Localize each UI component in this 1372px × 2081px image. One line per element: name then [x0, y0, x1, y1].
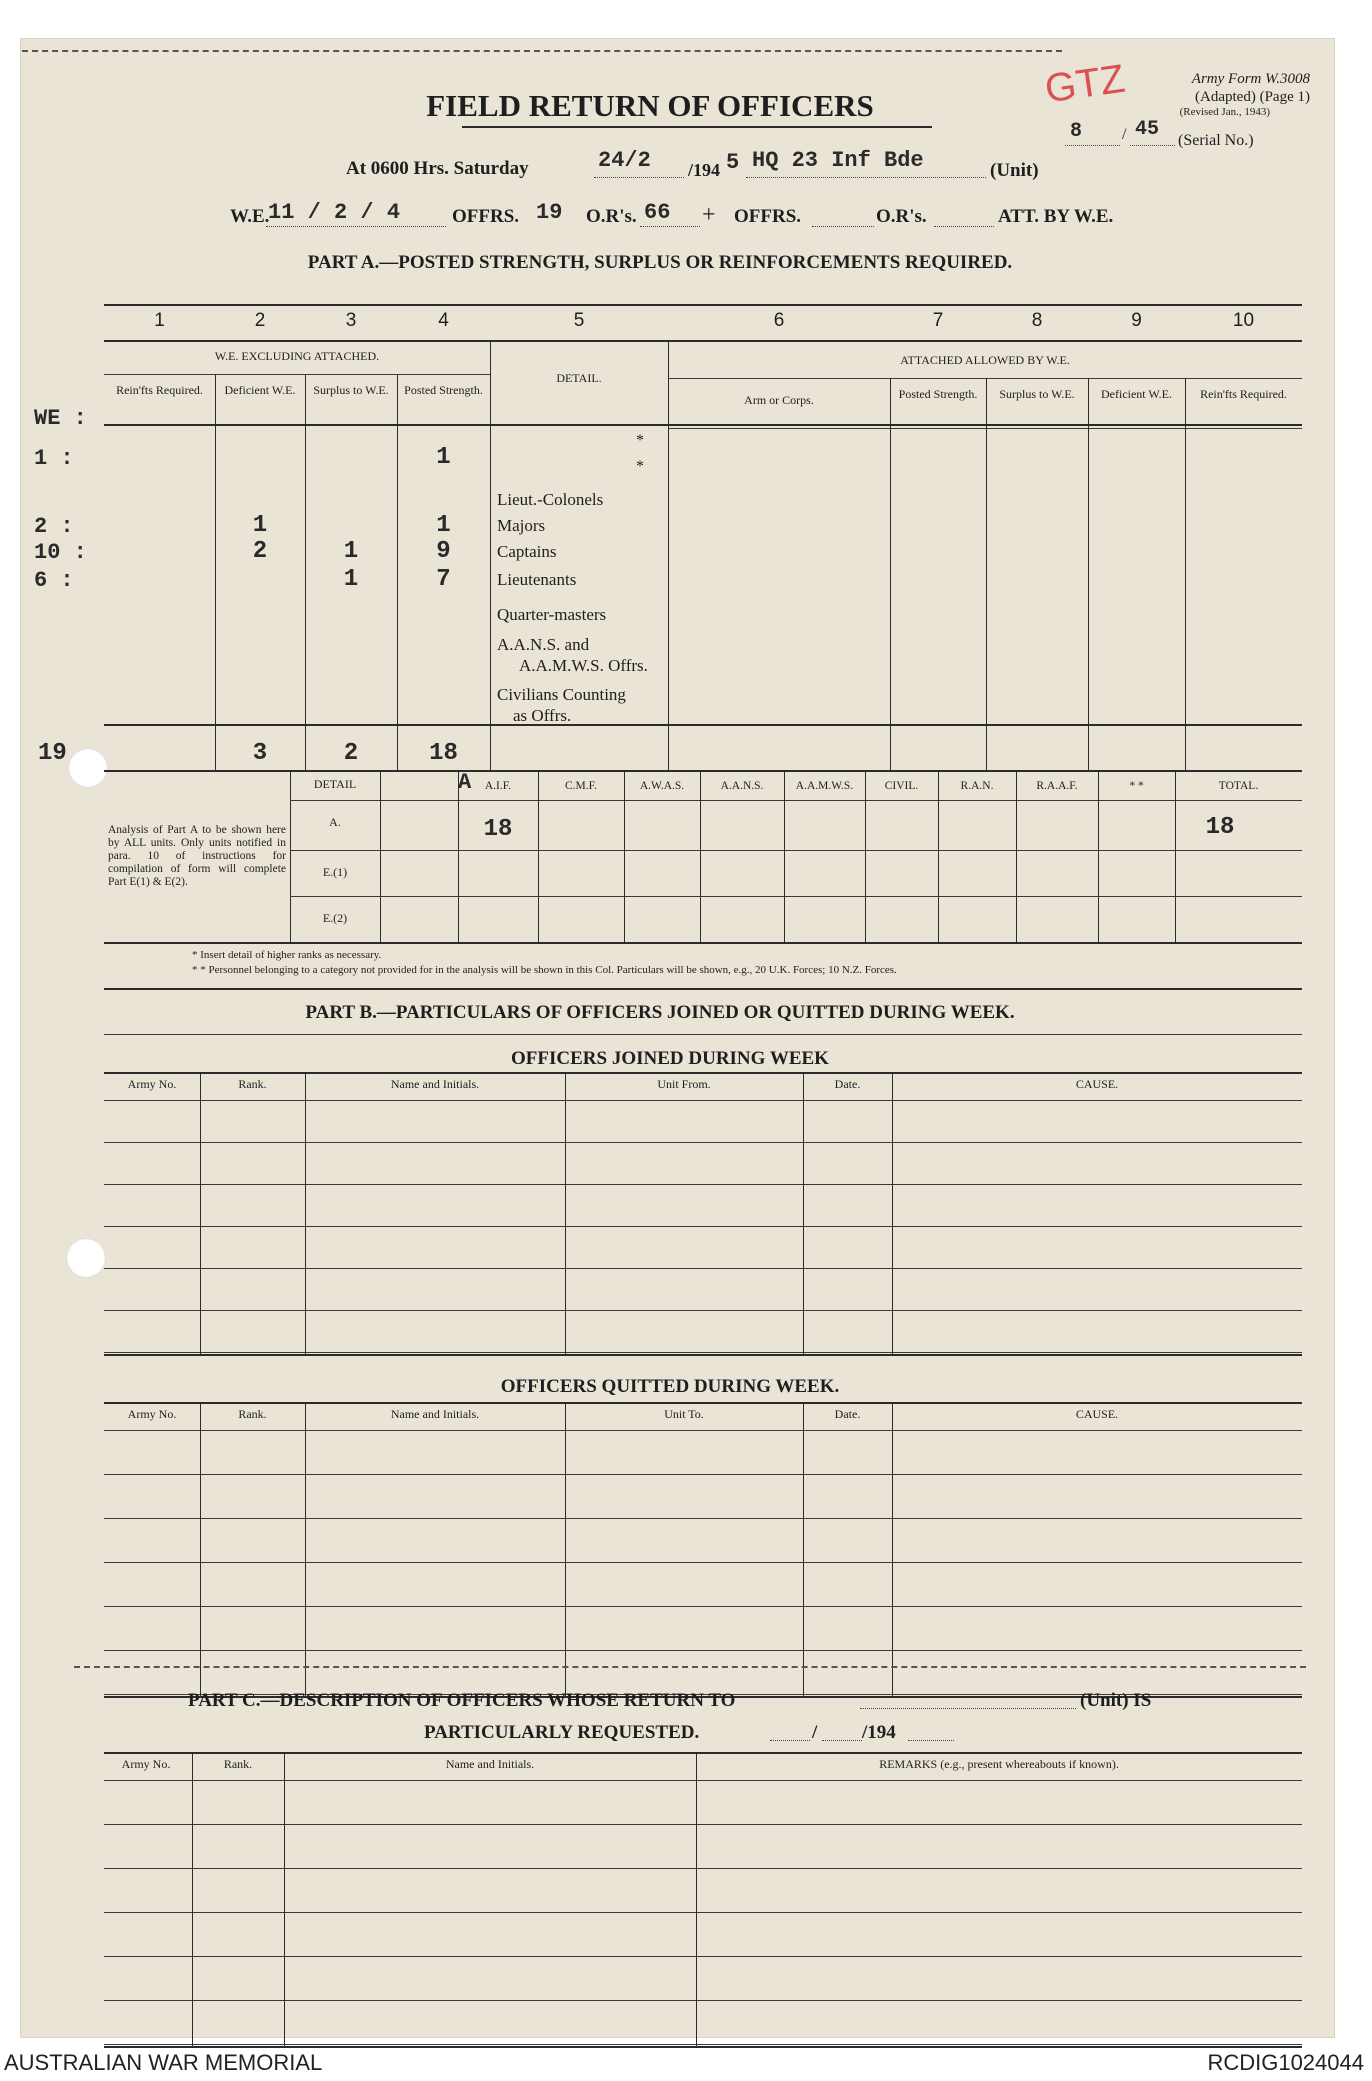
analysis-col-1: C.M.F.: [565, 780, 597, 792]
joined-col-header-4: Date.: [834, 1077, 861, 1091]
part-c-date-dots1: [770, 1740, 810, 1741]
total-deficient: 3: [252, 740, 268, 767]
quitted-col-header-3: Unit To.: [664, 1407, 704, 1421]
analysis-col-3: A.A.N.S.: [720, 780, 764, 792]
joined-top-line: [104, 1072, 1302, 1074]
part-c-line2-a: PARTICULARLY REQUESTED.: [424, 1722, 700, 1743]
quitted-col-header-0: Army No.: [127, 1407, 177, 1421]
analysis-detail-label: DETAIL: [313, 777, 357, 791]
row-margin: 2 :: [34, 514, 74, 539]
row-surplus: 1: [343, 566, 359, 593]
row-detail: Majors: [497, 516, 546, 535]
analysis-row-label-1: E.(1): [322, 865, 348, 879]
row-posted: 7: [436, 566, 451, 593]
partc-col-header-1: Rank.: [223, 1757, 253, 1771]
row-detail: Lieut.-Colonels: [497, 490, 604, 509]
partc-v-3: [696, 1752, 697, 2046]
unit-label: (Unit): [990, 160, 1039, 181]
part-a-bottom-line: [104, 770, 1302, 772]
unit-dotted-line: [746, 177, 986, 178]
part-a-top-line: [104, 304, 1302, 306]
total-posted: 18: [429, 740, 458, 767]
sub-header-right-4: Rein'fts Required.: [1200, 387, 1287, 401]
sub-header-right-3: Deficient W.E.: [1101, 387, 1172, 401]
joined-heading: OFFICERS JOINED DURING WEEK: [511, 1048, 829, 1069]
we-dotted-line: [266, 226, 446, 227]
serial-line-a: [1065, 145, 1120, 146]
part-a-totals-line: [104, 724, 1302, 726]
analysis-col-6: R.A.N.: [960, 780, 994, 792]
row-margin: 6 :: [34, 568, 74, 593]
row-detail: Captains: [497, 542, 557, 561]
row-margin: 1 :: [34, 446, 74, 471]
partc-v-1: [192, 1752, 193, 2046]
part-c-tear-line: [74, 1666, 1306, 1668]
quitted-row-line: [104, 1650, 1302, 1651]
sub-header-right-2: Surplus to W.E.: [999, 387, 1075, 401]
quitted-v-1: [200, 1402, 201, 1696]
group-right-header: ATTACHED ALLOWED BY W.E.: [900, 353, 1070, 367]
analysis-v-6: [865, 770, 866, 942]
joined-row-line: [104, 1226, 1302, 1227]
analysis-total-value: 18: [1205, 814, 1235, 841]
joined-col-header-3: Unit From.: [657, 1077, 711, 1091]
column-number-4: 4: [438, 310, 449, 331]
row-posted: 1: [436, 444, 451, 471]
joined-header-line: [104, 1100, 1302, 1101]
ors2-label: O.R's.: [876, 206, 927, 227]
analysis-col-2: A.W.A.S.: [639, 780, 685, 792]
part-c-line1-b: (Unit) IS: [1080, 1690, 1152, 1711]
joined-col-header-5: CAUSE.: [1075, 1077, 1119, 1091]
we-label: W.E.: [230, 206, 270, 227]
analysis-row-label-0: A.: [329, 815, 341, 829]
partc-v-2: [284, 1752, 285, 2046]
quitted-v-4: [803, 1402, 804, 1696]
sub-header-left-1: Deficient W.E.: [224, 383, 296, 397]
part-c-date-dots2: [822, 1740, 862, 1741]
att-label: ATT. BY W.E.: [998, 206, 1114, 227]
analysis-v-0: [380, 770, 381, 942]
column-number-2: 2: [254, 310, 266, 331]
sub-header-left-0: Rein'fts Required.: [116, 383, 203, 397]
column-number-8: 8: [1031, 310, 1043, 331]
date-dotted-line: [594, 177, 684, 178]
partc-col-header-3: REMARKS (e.g., present whereabouts if known).: [879, 1757, 1119, 1771]
part-a-header-bottom-line: [104, 424, 1302, 426]
serial-label: (Serial No.): [1178, 132, 1254, 149]
we-value: 11 / 2 / 4: [268, 200, 401, 225]
margin-we-label: WE :: [34, 406, 87, 431]
partc-col-header-2: Name and Initials.: [445, 1757, 535, 1771]
v-col7: [986, 378, 987, 770]
partc-col-header-0: Army No.: [121, 1757, 171, 1771]
analysis-v-9: [1098, 770, 1099, 942]
v-col5: [668, 340, 669, 770]
serial-number-b: 45: [1135, 118, 1160, 141]
analysis-v-3: [624, 770, 625, 942]
part-c-line1-a: PART C.—DESCRIPTION OF OFFICERS WHOSE RETURN TO: [188, 1690, 736, 1711]
sub-header-left-2: Surplus to W.E.: [313, 383, 389, 397]
joined-row-line: [104, 1310, 1302, 1311]
title-underline: [462, 126, 932, 128]
quitted-col-header-2: Name and Initials.: [390, 1407, 480, 1421]
quitted-v-3: [565, 1402, 566, 1696]
quitted-v-5: [892, 1402, 893, 1696]
v-col9: [1185, 378, 1186, 770]
part-b-top-line: [104, 988, 1302, 990]
column-number-6: 6: [773, 310, 785, 331]
v-col4: [490, 340, 491, 770]
detail-quartermasters: Quarter-masters: [497, 605, 607, 624]
row-posted: 9: [436, 538, 451, 565]
offrs-value: 19: [536, 200, 563, 225]
column-number-3: 3: [345, 310, 357, 331]
year-prefix: /194: [688, 160, 721, 180]
serial-line-b: [1130, 145, 1175, 146]
analysis-v-1: [458, 770, 459, 942]
analysis-v-7: [938, 770, 939, 942]
analysis-v-2: [538, 770, 539, 942]
analysis-note: Analysis of Part A to be shown here by ALL units. Only units notified in para. 10 of instructions for compilation of form will complete Part E(1) & E(2).: [108, 824, 286, 888]
ors2-dotted-line: [934, 226, 994, 227]
quitted-top-line: [104, 1402, 1302, 1404]
part-b-heading-line: [104, 1034, 1302, 1035]
offrs2-dotted-line: [812, 226, 874, 227]
quitted-col-header-1: Rank.: [238, 1407, 267, 1421]
detail-aamws: A.A.M.W.S. Offrs.: [519, 656, 648, 675]
analysis-bottom-line: [104, 942, 1302, 944]
analysis-col-0: A.I.F.: [484, 780, 512, 792]
footnotes: [192, 948, 1292, 978]
analysis-v-4: [700, 770, 701, 942]
quitted-row-line: [104, 1518, 1302, 1519]
punch-hole-upper: [68, 748, 108, 788]
joined-col-header-0: Army No.: [127, 1077, 177, 1091]
partc-bottom-line: [104, 2046, 1302, 2048]
quitted-header-line: [104, 1430, 1302, 1431]
footnote-2: * * Personnel belonging to a category not provided for in the analysis will be shown in this Col. Particulars will be shown, e.g., 20 U.K. Forces; 10 N.Z. Forces.: [192, 964, 897, 976]
quitted-row-line: [104, 1606, 1302, 1607]
v-col8: [1088, 378, 1089, 770]
part-a-heading: PART A.—POSTED STRENGTH, SURPLUS OR REINFORCEMENTS REQUIRED.: [307, 252, 1013, 273]
footnote-1: * Insert detail of higher ranks as necessary.: [192, 949, 382, 961]
total-margin: 19: [38, 740, 67, 767]
serial-slash: /: [1122, 126, 1127, 143]
analysis-col-7: R.A.A.F.: [1036, 780, 1078, 792]
form-ref-line2: (Adapted) (Page 1): [1195, 89, 1310, 105]
group-right-underline: [668, 378, 1302, 379]
at-hours-label: At 0600 Hrs. Saturday: [346, 158, 529, 179]
analysis-a-mark: A: [458, 770, 472, 795]
analysis-v-5: [784, 770, 785, 942]
unit-value: HQ 23 Inf Bde: [752, 148, 924, 173]
column-number-7: 7: [932, 310, 944, 331]
detail-header: DETAIL.: [556, 371, 602, 385]
joined-col-header-2: Name and Initials.: [390, 1077, 480, 1091]
serial-number-a: 8: [1070, 120, 1083, 143]
row-detail: Lieutenants: [497, 570, 577, 589]
total-surplus: 2: [343, 740, 359, 767]
joined-v-5: [892, 1072, 893, 1354]
offrs2-label: OFFRS.: [734, 206, 802, 227]
sub-header-right-0: Arm or Corps.: [744, 393, 814, 407]
analysis-col-8: * *: [1129, 780, 1144, 792]
ors-dotted-line: [640, 226, 700, 227]
ors-label: O.R's.: [586, 206, 637, 227]
analysis-col-9: TOTAL.: [1218, 780, 1259, 792]
form-ref-line3: (Revised Jan., 1943): [1179, 106, 1270, 118]
tear-line-top: [22, 50, 1062, 52]
joined-v-2: [305, 1072, 306, 1354]
form-title: FIELD RETURN OF OFFICERS: [426, 88, 874, 123]
column-number-5: 5: [573, 310, 585, 331]
ors-value: 66: [644, 200, 671, 225]
joined-bottom-line: [104, 1354, 1302, 1356]
part-c-line2-b: /: [812, 1722, 818, 1743]
red-pencil-mark: GTZ: [1042, 56, 1128, 112]
row-margin: 10 :: [34, 540, 87, 565]
star-2: *: [636, 458, 644, 475]
joined-v-4: [803, 1072, 804, 1354]
v-col6: [890, 378, 891, 770]
footer-right: RCDIG1024044: [1207, 2050, 1364, 2075]
year-digit: 5: [726, 150, 740, 175]
analysis-header-line: [290, 800, 1302, 801]
detail-civilians: Civilians Counting: [497, 685, 626, 704]
quitted-col-header-4: Date.: [834, 1407, 861, 1421]
group-left-underline: [104, 374, 490, 375]
form-ref-line1: Army Form W.3008: [1191, 71, 1310, 87]
analysis-row-label-2: E.(2): [322, 911, 348, 925]
joined-row-line: [104, 1352, 1302, 1353]
star-1: *: [636, 432, 644, 449]
row-surplus: 1: [343, 538, 359, 565]
quitted-col-header-5: CAUSE.: [1075, 1407, 1119, 1421]
quitted-row-line: [104, 1474, 1302, 1475]
part-c-unit-dots: [860, 1708, 1076, 1709]
punch-hole-lower: [66, 1238, 106, 1278]
sub-header-right-1: Posted Strength.: [898, 387, 978, 401]
analysis-aif-value: 18: [483, 816, 513, 843]
return-date: 24/2: [598, 148, 651, 173]
plus-sign: +: [702, 202, 716, 228]
part-a-colnum-line: [104, 340, 1302, 342]
row-deficient: 1: [252, 512, 268, 539]
joined-row-line: [104, 1142, 1302, 1143]
column-number-1: 1: [154, 310, 165, 331]
joined-v-3: [565, 1072, 566, 1354]
analysis-row-line-2: [290, 896, 1302, 897]
offrs-label: OFFRS.: [452, 206, 520, 227]
quitted-heading: OFFICERS QUITTED DURING WEEK.: [500, 1376, 840, 1397]
joined-v-1: [200, 1072, 201, 1354]
v-col1: [215, 374, 216, 770]
analysis-row-line-1: [290, 850, 1302, 851]
footer-left: AUSTRALIAN WAR MEMORIAL: [4, 2050, 323, 2075]
analysis-v-8: [1016, 770, 1017, 942]
analysis-col-5: CIVIL.: [884, 780, 919, 792]
detail-aans: A.A.N.S. and: [497, 635, 590, 654]
detail-as-offrs: as Offrs.: [513, 706, 572, 725]
part-c-line2-c: /194: [862, 1722, 896, 1743]
quitted-row-line: [104, 1562, 1302, 1563]
part-a-right-double-line: [668, 428, 1302, 429]
quitted-v-2: [305, 1402, 306, 1696]
part-b-heading: PART B.—PARTICULARS OF OFFICERS JOINED OR QUITTED DURING WEEK.: [305, 1002, 1015, 1023]
row-posted: 1: [436, 512, 451, 539]
detail-extra: [497, 604, 648, 726]
part-c-date-dots3: [908, 1740, 954, 1741]
analysis-v-10: [1175, 770, 1176, 942]
column-number-9: 9: [1131, 310, 1142, 331]
joined-row-line: [104, 1184, 1302, 1185]
joined-col-header-1: Rank.: [238, 1077, 267, 1091]
column-number-10: 10: [1232, 310, 1255, 331]
group-left-header: W.E. EXCLUDING ATTACHED.: [214, 349, 380, 363]
joined-row-line: [104, 1268, 1302, 1269]
row-deficient: 2: [252, 538, 268, 565]
sub-header-left-3: Posted Strength.: [404, 383, 483, 397]
analysis-col-4: A.A.M.W.S.: [795, 780, 854, 792]
